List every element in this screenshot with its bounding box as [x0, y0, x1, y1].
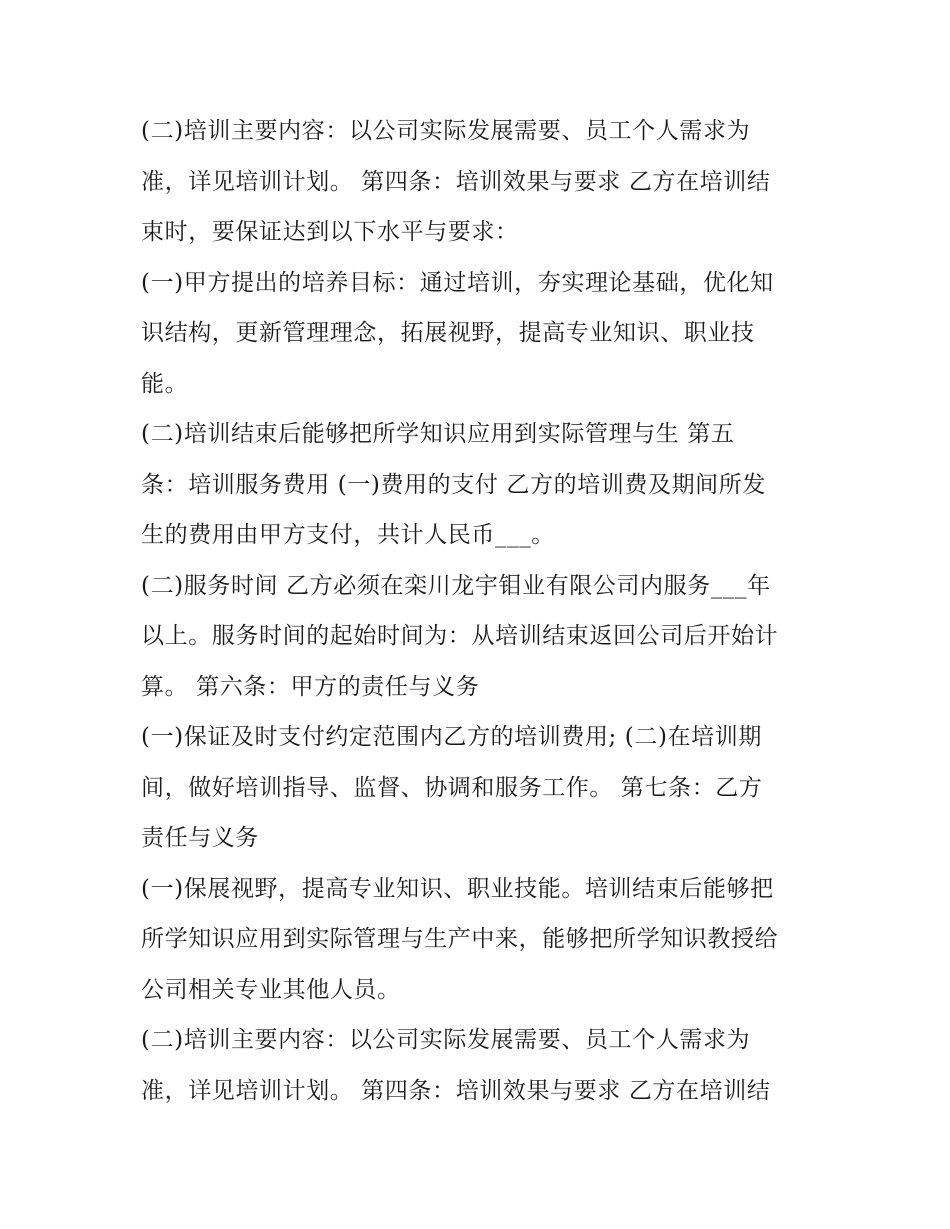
- text-line: (二)服务时间 乙方必须在栾川龙宇钼业有限公司内服务___年: [141, 572, 771, 599]
- text-line: 条：培训服务费用 (一)费用的支付 乙方的培训费及期间所发: [141, 471, 766, 498]
- text-line: 生的费用由甲方支付，共计人民币___。: [141, 522, 555, 548]
- text-line: 识结构，更新管理理念，拓展视野，提高专业知识、职业技: [141, 320, 755, 346]
- text-line: (一)保展视野，提高专业知识、职业技能。培训结束后能够把: [141, 875, 774, 902]
- text-line: (二)培训主要内容：以公司实际发展需要、员工个人需求为: [141, 118, 751, 144]
- text-line: (二)培训主要内容：以公司实际发展需要、员工个人需求为: [141, 1027, 751, 1053]
- text-line: 能。: [141, 370, 189, 397]
- paragraph-training-goals: [141, 258, 821, 410]
- text-line: (一)甲方提出的培养目标：通过培训，夯实理论基础，优化知: [141, 269, 774, 296]
- text-line: 间，做好培训指导、监督、协调和服务工作。 第七条：乙方: [141, 774, 763, 801]
- text-line: (一)保证及时支付约定范围内乙方的培训费用; (二)在培训期: [141, 724, 762, 750]
- paragraph-training-content-repeat: [141, 1015, 821, 1116]
- text-line: 束时，要保证达到以下水平与要求：: [141, 219, 519, 245]
- text-line: 准，详见培训计划。 第四条：培训效果与要求 乙方在培训结: [141, 1077, 771, 1104]
- paragraph-training-fees: [141, 409, 821, 561]
- paragraph-party-b-duties: [141, 864, 821, 1016]
- paragraph-party-a-duties: [141, 712, 821, 864]
- text-line: (二)培训结束后能够把所学知识应用到实际管理与生 第五: [141, 421, 735, 447]
- text-line: 准，详见培训计划。 第四条：培训效果与要求 乙方在培训结: [141, 168, 771, 195]
- paragraph-training-content: [141, 106, 821, 258]
- text-line: 算。 第六条：甲方的责任与义务: [141, 673, 480, 700]
- text-line: 所学知识应用到实际管理与生产中来，能够把所学知识教授给: [141, 926, 779, 952]
- paragraph-service-time: [141, 561, 821, 713]
- text-line: 以上。服务时间的起始时间为：从培训结束返回公司后开始计: [141, 623, 779, 649]
- text-line: 公司相关专业其他人员。: [141, 976, 401, 1003]
- text-line: 责任与义务: [141, 825, 259, 851]
- document-body: [141, 106, 821, 1116]
